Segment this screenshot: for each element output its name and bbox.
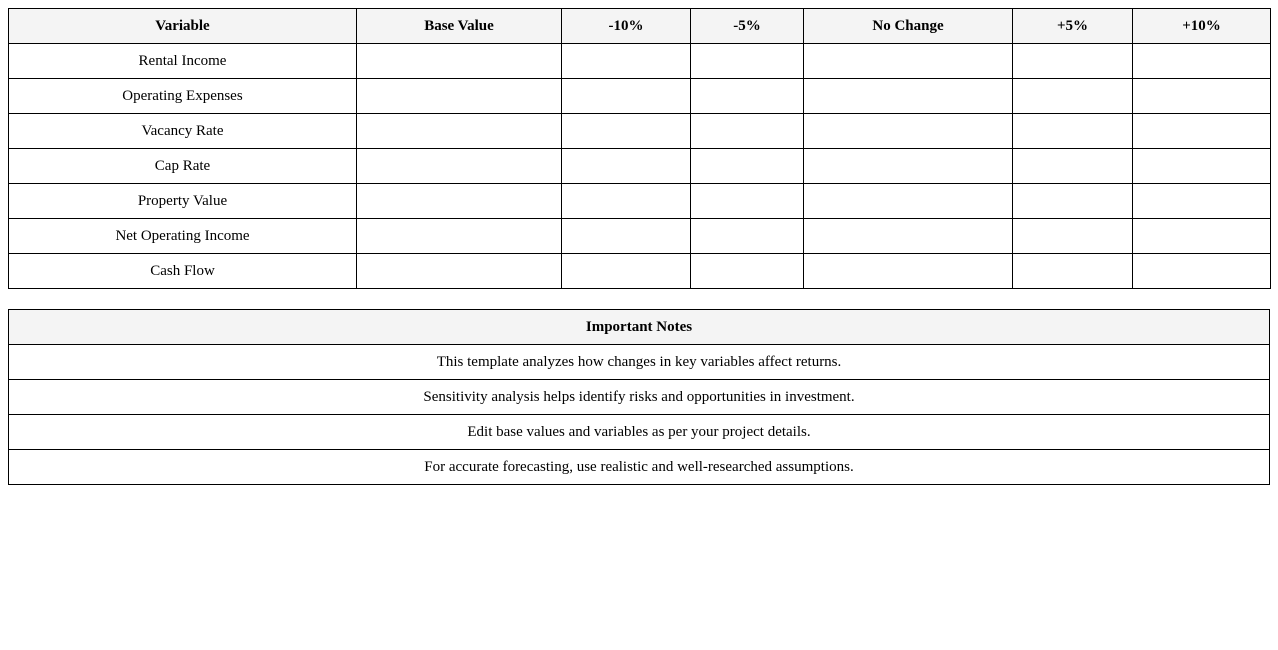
- plus-5-cell[interactable]: [1013, 114, 1133, 149]
- column-header-minus-5: -5%: [691, 9, 804, 44]
- plus-5-cell[interactable]: [1013, 79, 1133, 114]
- variable-cell: Operating Expenses: [9, 79, 357, 114]
- table-row: [9, 184, 1271, 219]
- minus-10-cell[interactable]: [562, 79, 691, 114]
- no-change-cell[interactable]: [804, 149, 1013, 184]
- column-header-plus-10: +10%: [1133, 9, 1271, 44]
- no-change-cell[interactable]: [804, 219, 1013, 254]
- minus-5-cell[interactable]: [691, 219, 804, 254]
- base-value-cell[interactable]: [357, 44, 562, 79]
- minus-10-cell[interactable]: [562, 184, 691, 219]
- note-text: Edit base values and variables as per your project details.: [9, 415, 1270, 450]
- notes-row: [9, 450, 1270, 485]
- plus-10-cell[interactable]: [1133, 44, 1271, 79]
- column-header-plus-5: +5%: [1013, 9, 1133, 44]
- table-row: [9, 219, 1271, 254]
- note-text: For accurate forecasting, use realistic and well-researched assumptions.: [9, 450, 1270, 485]
- notes-header-row: [9, 310, 1270, 345]
- base-value-cell[interactable]: [357, 114, 562, 149]
- column-header-no-change: No Change: [804, 9, 1013, 44]
- table-header-row: [9, 9, 1271, 44]
- page-content: [8, 8, 1270, 485]
- base-value-cell[interactable]: [357, 79, 562, 114]
- variable-cell: Vacancy Rate: [9, 114, 357, 149]
- variable-cell: Cash Flow: [9, 254, 357, 289]
- no-change-cell[interactable]: [804, 44, 1013, 79]
- minus-5-cell[interactable]: [691, 79, 804, 114]
- table-row: [9, 254, 1271, 289]
- base-value-cell[interactable]: [357, 219, 562, 254]
- minus-10-cell[interactable]: [562, 254, 691, 289]
- no-change-cell[interactable]: [804, 254, 1013, 289]
- plus-10-cell[interactable]: [1133, 79, 1271, 114]
- minus-5-cell[interactable]: [691, 114, 804, 149]
- minus-5-cell[interactable]: [691, 149, 804, 184]
- table-row: [9, 114, 1271, 149]
- plus-5-cell[interactable]: [1013, 254, 1133, 289]
- plus-5-cell[interactable]: [1013, 44, 1133, 79]
- variable-cell: Cap Rate: [9, 149, 357, 184]
- plus-10-cell[interactable]: [1133, 254, 1271, 289]
- no-change-cell[interactable]: [804, 114, 1013, 149]
- notes-table: [8, 309, 1270, 485]
- plus-5-cell[interactable]: [1013, 184, 1133, 219]
- minus-10-cell[interactable]: [562, 114, 691, 149]
- note-text: This template analyzes how changes in key variables affect returns.: [9, 345, 1270, 380]
- no-change-cell[interactable]: [804, 184, 1013, 219]
- variable-cell: Net Operating Income: [9, 219, 357, 254]
- table-row: [9, 44, 1271, 79]
- minus-10-cell[interactable]: [562, 44, 691, 79]
- variable-cell: Rental Income: [9, 44, 357, 79]
- base-value-cell[interactable]: [357, 184, 562, 219]
- notes-header: Important Notes: [9, 310, 1270, 345]
- plus-5-cell[interactable]: [1013, 219, 1133, 254]
- table-row: [9, 149, 1271, 184]
- minus-10-cell[interactable]: [562, 149, 691, 184]
- minus-5-cell[interactable]: [691, 184, 804, 219]
- note-text: Sensitivity analysis helps identify risks and opportunities in investment.: [9, 380, 1270, 415]
- column-header-variable: Variable: [9, 9, 357, 44]
- minus-5-cell[interactable]: [691, 44, 804, 79]
- plus-10-cell[interactable]: [1133, 219, 1271, 254]
- base-value-cell[interactable]: [357, 254, 562, 289]
- variable-cell: Property Value: [9, 184, 357, 219]
- minus-10-cell[interactable]: [562, 219, 691, 254]
- plus-10-cell[interactable]: [1133, 114, 1271, 149]
- minus-5-cell[interactable]: [691, 254, 804, 289]
- column-header-minus-10: -10%: [562, 9, 691, 44]
- plus-10-cell[interactable]: [1133, 149, 1271, 184]
- sensitivity-table: [8, 8, 1271, 289]
- plus-10-cell[interactable]: [1133, 184, 1271, 219]
- base-value-cell[interactable]: [357, 149, 562, 184]
- plus-5-cell[interactable]: [1013, 149, 1133, 184]
- notes-row: [9, 345, 1270, 380]
- column-header-base-value: Base Value: [357, 9, 562, 44]
- notes-row: [9, 380, 1270, 415]
- table-row: [9, 79, 1271, 114]
- notes-row: [9, 415, 1270, 450]
- no-change-cell[interactable]: [804, 79, 1013, 114]
